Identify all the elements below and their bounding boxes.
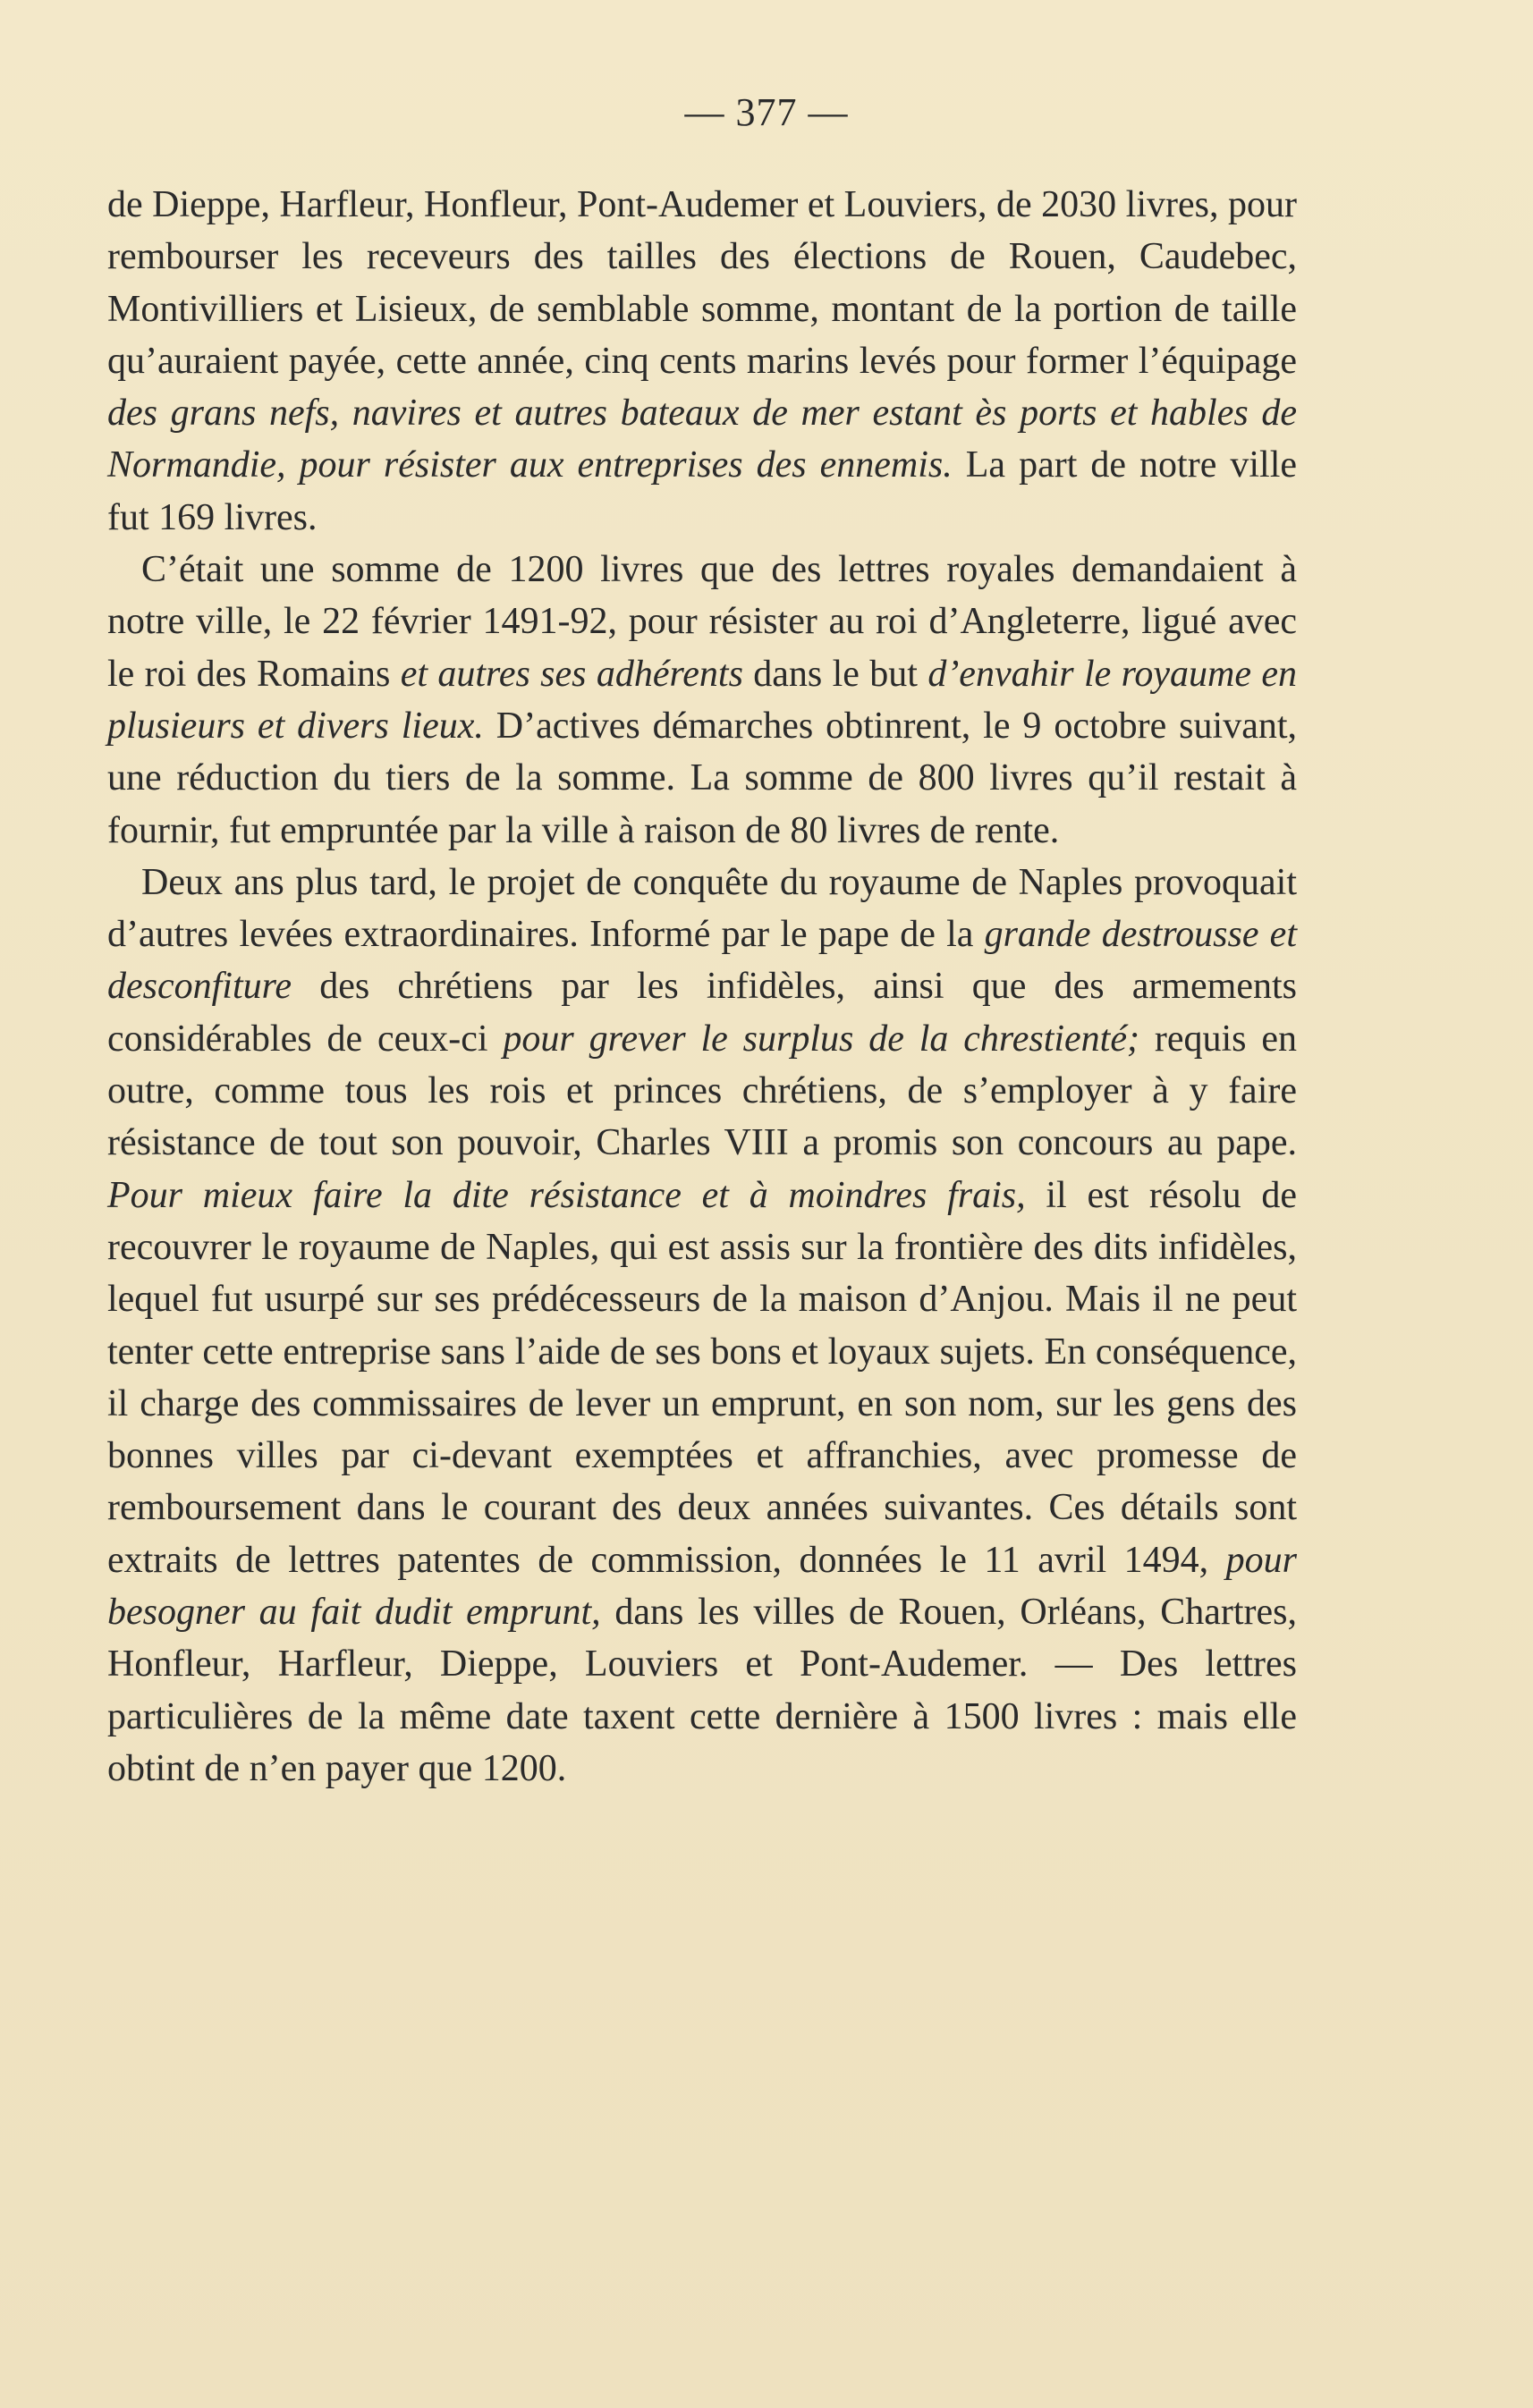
text-run: dans le but xyxy=(742,653,928,695)
text-run: La part de notre ville fut 169 livres. xyxy=(107,444,1298,538)
italic-run: grande destrousse et desconfiture xyxy=(107,914,1297,1008)
text-run: requis en outre, comme tous les rois et princes chrétiens, de s’employer à y faire résistance de tout son pouvoir, Charles VIII a promis son concours au pape. xyxy=(107,1018,1297,1164)
text-run: des chrétiens par les infidèles, ainsi que des armements considérables de ceux-ci xyxy=(107,966,1297,1060)
body-text xyxy=(107,179,1297,1795)
italic-run: et autres ses adhérents xyxy=(400,653,743,695)
page-number: — 377 — xyxy=(684,90,849,134)
text-run: D’actives démarches obtinrent, le 9 octobre suivant, une réduction du tiers de la somme. La somme de 800 livres qu’il restait à fournir, fut empruntée par la ville à raison de 80 livres de rente. xyxy=(107,705,1298,851)
paragraph-1 xyxy=(107,179,1297,544)
italic-run: des grans nefs, navires et autres bateaux de mer estant ès ports et hables de Normandie, pour résister aux entreprises des ennemis. xyxy=(107,393,1297,486)
paragraph-2 xyxy=(107,544,1297,857)
paragraph-3 xyxy=(107,857,1297,1795)
italic-run: d’envahir le royaume en plusieurs et divers lieux. xyxy=(107,653,1298,747)
text-run: de Dieppe, Harfleur, Honfleur, Pont-Audemer et Louviers, de 2030 livres, pour rembourser les receveurs des tailles des élections de Rouen, Caudebec, Montivilliers et Lisieux, de semblable somme, montant de la portion de taille qu’auraient payée, cette année, cinq cents marins levés pour former l’équipage xyxy=(107,184,1297,382)
text-run: dans les villes de Rouen, Orléans, Chartres, Honfleur, Harfleur, Dieppe, Louviers et Pont-Audemer. — Des lettres particulières de la même date taxent cette dernière à 1500 livres : mais elle obtint de n’en payer que 1200. xyxy=(107,1592,1297,1789)
italic-run: pour besogner au fait dudit emprunt, xyxy=(107,1539,1297,1634)
italic-run: pour grever le surplus de la chrestienté; xyxy=(503,1018,1139,1060)
text-run: C’était une somme de 1200 livres que des lettres royales demandaient à notre ville, le 22 février 1491-92, pour résister au roi d’Angleterre, ligué avec le roi des Romains xyxy=(107,549,1297,695)
text-run: il est résolu de recouvrer le royaume de Naples, qui est assis sur la frontière des dits infidèles, lequel fut usurpé sur ses prédécesseurs de la maison d’Anjou. Mais il ne peut tenter cette entreprise sans l’aide de ses bons et loyaux sujets. En conséquence, il charge des commissaires de lever un emprunt, en son nom, sur les gens des bonnes villes par ci-devant exemptées et affranchies, avec promesse de remboursement dans le courant des deux années suivantes. Ces détails sont extraits de lettres patentes de commission, données le 11 avril 1494, xyxy=(107,1174,1297,1581)
text-run: Deux ans plus tard, le projet de conquête du royaume de Naples provoquait d’autres levées extraordinaires. Informé par le pape de la xyxy=(107,861,1297,956)
italic-run: Pour mieux faire la dite résistance et à moindres frais, xyxy=(107,1174,1026,1216)
